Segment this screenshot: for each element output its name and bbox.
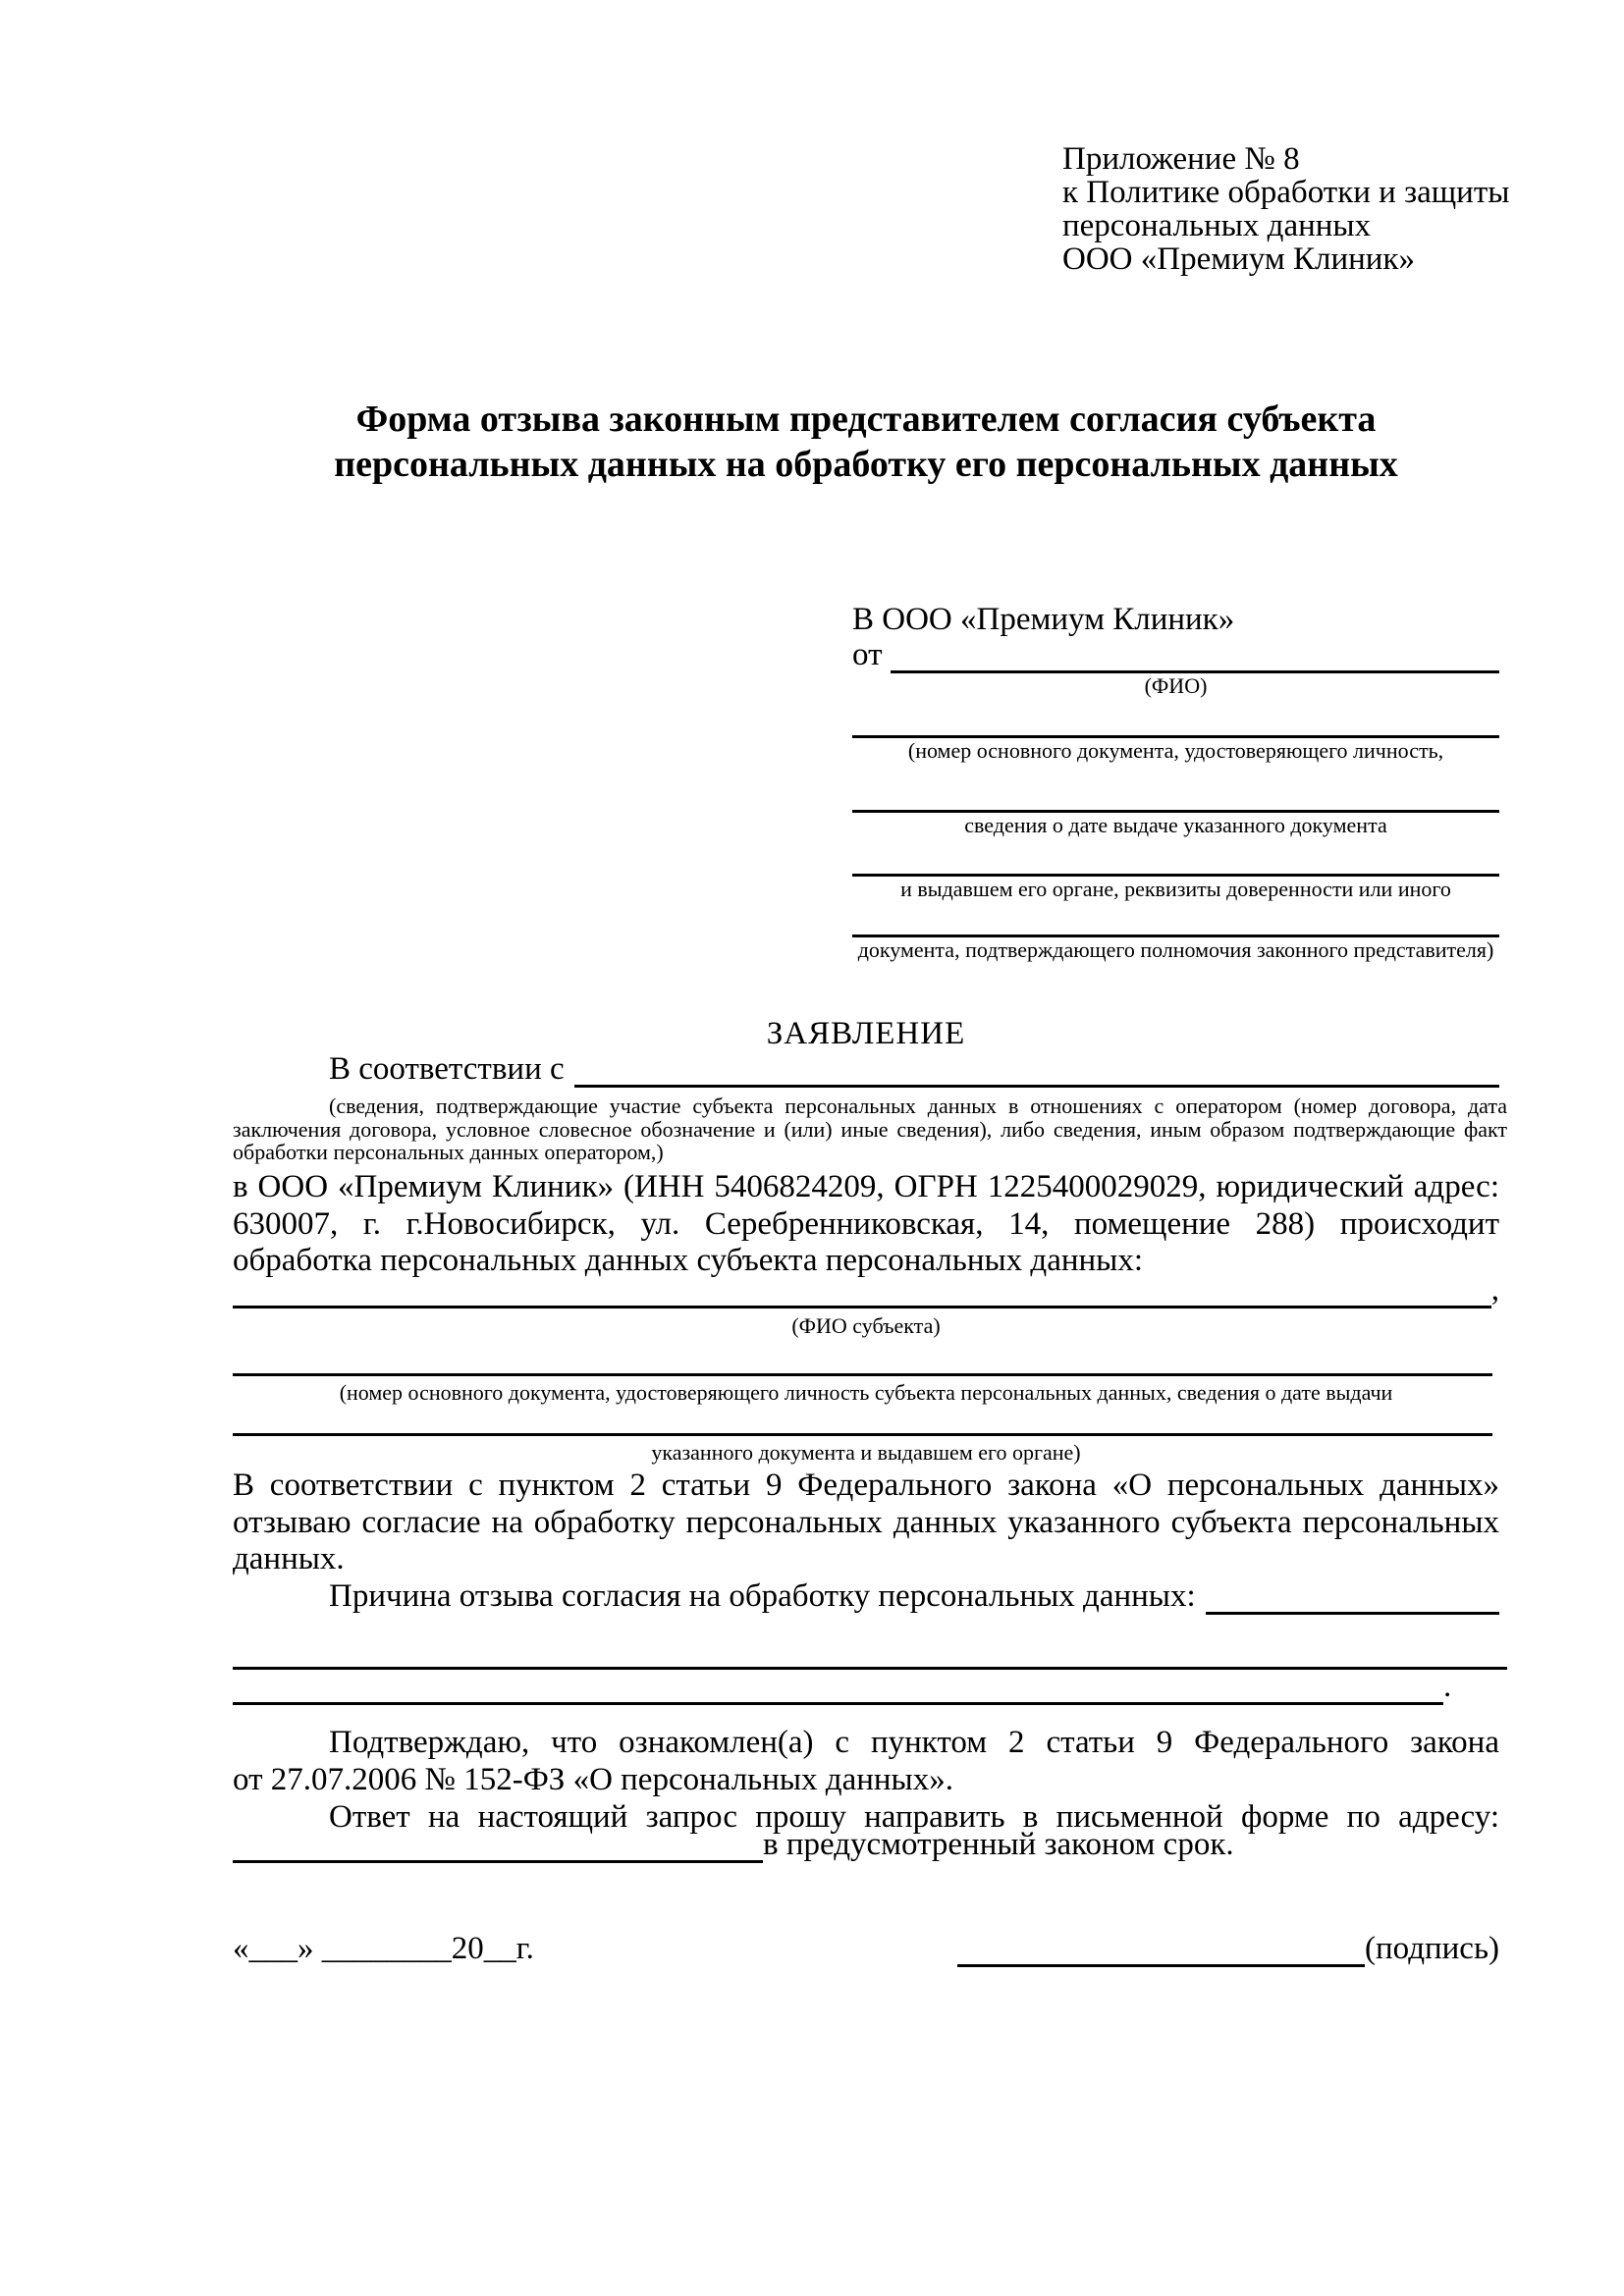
subject-fio-blank-line	[233, 1306, 1491, 1308]
accordance-row	[233, 1052, 1499, 1088]
reason-blank-row-3	[233, 1669, 1499, 1705]
subject-doc-caption: (номер основного документа, удостоверяющего личность субъекта персональных данных, сведения о дате выдачи	[339, 1380, 1393, 1405]
note-line: (сведения, подтверждающие участие субъекта персональных данных в отношениях с оператором (номер договора, дата	[329, 1094, 1507, 1118]
from-label: от	[852, 637, 883, 672]
appendix-reference-block	[1062, 142, 1509, 276]
statement-heading: ЗАЯВЛЕНИЕ	[766, 1016, 966, 1051]
trailing-comma: ,	[1490, 1272, 1499, 1308]
note-line: обработки персональных данных оператором,)	[233, 1140, 664, 1164]
appendix-reference-line: к Политике обработки и защиты	[1062, 175, 1510, 210]
confirmation-line: от 27.07.2006 № 152-ФЗ «О персональных данных».	[233, 1761, 953, 1797]
law-paragraph-line: отзываю согласие на обработку персональных данных указанного субъекта персональных	[233, 1504, 1499, 1540]
law-paragraph	[233, 1468, 1499, 1578]
law-paragraph-line: данных.	[233, 1541, 345, 1576]
operator-paragraph	[233, 1169, 1499, 1280]
representative-doc-blank-line	[852, 698, 1499, 738]
addressee-block	[852, 601, 1499, 962]
operator-paragraph-line: 630007, г. г.Новосибирск, ул. Серебренниковская, 14, помещение 288) происходит	[233, 1205, 1499, 1242]
appendix-reference-line: Приложение № 8	[1062, 141, 1300, 177]
accordance-label: В соответствии с	[329, 1051, 565, 1087]
reason-label: Причина отзыва согласия на обработку персональных данных:	[329, 1578, 1196, 1614]
confirmation-paragraph	[233, 1725, 1499, 1798]
representative-doc-blank-line	[852, 837, 1499, 877]
operator-paragraph-line: в ООО «Премиум Клиник» (ИНН 5406824209, ОГРН 1225400029029, юридический адрес:	[233, 1169, 1499, 1204]
signature-blank-line	[957, 1964, 1365, 1967]
reason-blank-line-2	[233, 1637, 1507, 1670]
reply-request-line: Ответ на настоящий запрос прошу направить в письменной форме по адресу:	[329, 1799, 1499, 1835]
subject-fio-caption: (ФИО субъекта)	[791, 1313, 941, 1338]
signature-caption: (подпись)	[1365, 1931, 1499, 1966]
representative-doc-blank-line	[852, 763, 1499, 813]
reason-blank-line	[1206, 1612, 1499, 1615]
form-title-line: персональных данных на обработку его персональных данных	[334, 444, 1398, 485]
addressee-from-row	[852, 638, 1499, 673]
subject-fio-blank-row	[233, 1272, 1499, 1308]
subject-doc-blank-line	[233, 1346, 1492, 1376]
subject-doc-blank-line	[233, 1407, 1492, 1436]
appendix-reference-line: ООО «Премиум Клиник»	[1062, 241, 1415, 277]
form-title	[233, 397, 1499, 487]
address-blank-line	[233, 1860, 763, 1863]
blank-caption: документа, подтверждающего полномочия законного представителя)	[857, 937, 1494, 962]
law-paragraph-line: В соответствии с пунктом 2 статьи 9 Федерального закона «О персональных данных»	[233, 1468, 1499, 1503]
subject-doc-caption: указанного документа и выдавшем его органе)	[651, 1440, 1081, 1465]
fio-caption: (ФИО)	[1144, 673, 1208, 698]
addressee-to: В ООО «Премиум Клиник»	[852, 602, 1235, 637]
note-line: заключения договора, условное словесное обозначение и (или) иные сведения), либо сведения, иным образом подтверждающие факт	[233, 1116, 1507, 1142]
blank-caption: сведения о дате выдаче указанного документа	[964, 813, 1387, 837]
reply-address-row	[233, 1828, 1499, 1863]
confirmation-line: Подтверждаю, что ознакомлен(а) с пунктом 2 статьи 9 Федерального закона	[329, 1725, 1499, 1760]
reply-request-tail: в предусмотренный законом срок.	[763, 1827, 1234, 1862]
blank-caption: (номер основного документа, удостоверяющего личность,	[907, 738, 1444, 763]
appendix-reference-line: персональных данных	[1062, 208, 1372, 243]
date-signature-row	[233, 1932, 1499, 1967]
trailing-period: .	[1443, 1669, 1452, 1704]
reason-row	[233, 1580, 1499, 1615]
reason-blank-line-3	[233, 1702, 1443, 1705]
blank-caption: и выдавшем его органе, реквизиты доверенности или иного	[900, 877, 1451, 901]
form-title-line: Форма отзыва законным представителем согласия субъекта	[355, 399, 1377, 440]
representative-doc-blank-line	[852, 901, 1499, 937]
explanatory-note	[233, 1095, 1507, 1164]
date-blank-text: «___» ________20__г.	[233, 1931, 534, 1966]
accordance-blank-line	[574, 1085, 1499, 1088]
operator-paragraph-line: обработка персональных данных субъекта персональных данных:	[233, 1243, 1143, 1278]
